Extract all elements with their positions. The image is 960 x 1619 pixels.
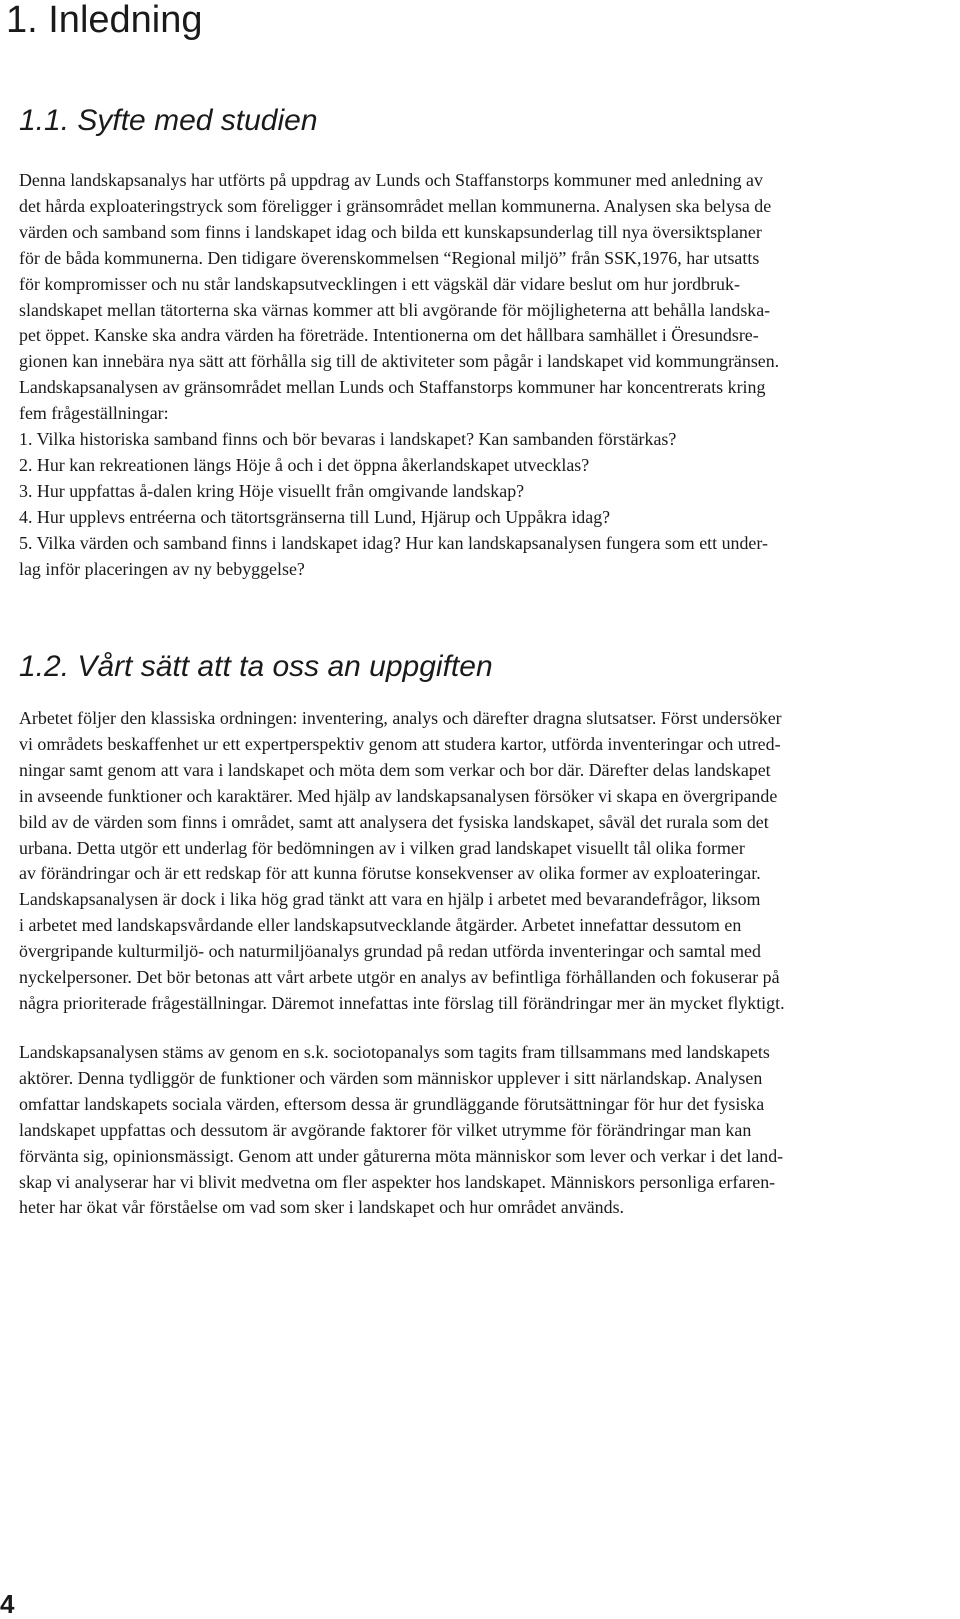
text-line: för kompromisser och nu står landskapsutvecklingen i ett vägskäl där vidare beslut om hur jordbruk- [19, 273, 740, 294]
text-line: ningar samt genom att vara i landskapet och möta dem som verkar och bor där. Därefter delas landskapet [19, 759, 771, 780]
text-line: Arbetet följer den klassiska ordningen: inventering, analys och därefter dragna slutsatser. Först undersöker [19, 708, 782, 728]
list-item: lag inför placeringen av ny bebyggelse? [19, 558, 305, 579]
text-line: bild av de värden som finns i området, samt att analysera det fysiska landskapet, såväl det rurala som det [19, 811, 769, 832]
list-item: 2. Hur kan rekreationen längs Höje å och i det öppna åkerlandskapet utvecklas? [19, 454, 590, 475]
text-line: av förändringar och är ett redskap för att kunna förutse konsekvenser av olika former av exploateringar. [19, 863, 761, 884]
text-line: aktörer. Denna tydliggör de funktioner och värden som människor upplever i sitt närlandskap. Analysen [19, 1067, 763, 1088]
text-line: heter har ökat vår förståelse om vad som sker i landskapet och hur området används. [19, 1197, 625, 1218]
list-item: 5. Vilka värden och samband finns i landskapet idag? Hur kan landskapsanalysen fungera som ett under- [19, 532, 768, 553]
section-paragraph-1 [19, 706, 939, 1017]
text-line: omfattar landskapets sociala värden, eftersom dessa är grundläggande förutsättningar för hur det fysiska [19, 1093, 765, 1114]
text-line: Landskapsanalysen är dock i lika hög grad tänkt att vara en hjälp i arbetet med bevarandefrågor, liksom [19, 889, 761, 910]
text-line: Landskapsanalysen av gränsområdet mellan Lunds och Staffanstorps kommuner har koncentrerats kring [19, 377, 766, 398]
text-line: slandskapet mellan tätorterna ska värnas kommer att bli avgörande för möjligheterna att behålla landska- [19, 299, 771, 320]
text-line: förvänta sig, opinionsmässigt. Genom att under gåturerna möta människor som lever och verkar i det land- [19, 1145, 784, 1166]
section-paragraph-2 [19, 1040, 939, 1221]
section-body-syfte [19, 168, 939, 583]
page-number: 4 [0, 1589, 15, 1619]
text-line: några prioriterade frågeställningar. Däremot innefattas inte förslag till förändringar mer än mycket flyktigt. [19, 992, 785, 1013]
text-line: i arbetet med landskapsvårdande eller landskapsutvecklande åtgärder. Arbetet innefattar dessutom en [19, 915, 742, 936]
text-line: för de båda kommunerna. Den tidigare överenskommelsen “Regional miljö” från SSK,1976, har utsatts [19, 247, 760, 268]
section-title-syfte: 1.1. Syfte med studien [19, 104, 318, 137]
text-line: pet öppet. Kanske ska andra värden ha företräde. Intentionerna om det hållbara samhället i Öresundsre- [19, 325, 759, 346]
list-item: 4. Hur upplevs entréerna och tätortsgränserna till Lund, Hjärup och Uppåkra idag? [19, 506, 611, 527]
section-title-metod: 1.2. Vårt sätt att ta oss an uppgiften [19, 650, 493, 683]
text-line: gionen kan innebära nya sätt att förhålla sig till de aktiviteter som pågår i landskapet vid kommungränsen. [19, 351, 780, 372]
text-line: landskapet uppfattas och dessutom är avgörande faktorer för vilket utrymme för förändringar man kan [19, 1119, 752, 1140]
text-line: in avseende funktioner och karaktärer. Med hjälp av landskapsanalysen försöker vi skapa en övergripande [19, 785, 778, 806]
text-line: Denna landskapsanalys har utförts på uppdrag av Lunds och Staffanstorps kommuner med anledning av [19, 170, 763, 190]
text-line: fem frågeställningar: [19, 403, 169, 424]
text-line: nyckelpersoner. Det bör betonas att vårt arbete utgör en analys av befintliga förhållanden och fokuserar på [19, 967, 780, 988]
chapter-title: 1. Inledning [6, 0, 203, 41]
text-line: Landskapsanalysen stäms av genom en s.k. sociotopanalys som tagits fram tillsammans med landskapets [19, 1042, 770, 1062]
list-item: 1. Vilka historiska samband finns och bör bevaras i landskapet? Kan sambanden förstärkas? [19, 429, 677, 450]
text-line: skap vi analyserar har vi blivit medvetna om fler aspekter hos landskapet. Människors personliga erfaren- [19, 1171, 776, 1192]
list-item: 3. Hur uppfattas å-dalen kring Höje visuellt från omgivande landskap? [19, 480, 525, 501]
text-line: övergripande kulturmiljö- och naturmiljöanalys grundad på redan utförda inventeringar och samtal med [19, 941, 761, 962]
text-line: värden och samband som finns i landskapet idag och bilda ett kunskapsunderlag till nya översiktsplaner [19, 221, 762, 242]
text-line: det hårda exploateringstryck som föreligger i gränsområdet mellan kommunerna. Analysen ska belysa de [19, 195, 772, 216]
text-line: vi områdets beskaffenhet ur ett expertperspektiv genom att studera kartor, utförda inventeringar och utred- [19, 733, 781, 754]
text-line: urbana. Detta utgör ett underlag för bedömningen av i vilken grad landskapet visuellt tål olika former [19, 837, 745, 858]
